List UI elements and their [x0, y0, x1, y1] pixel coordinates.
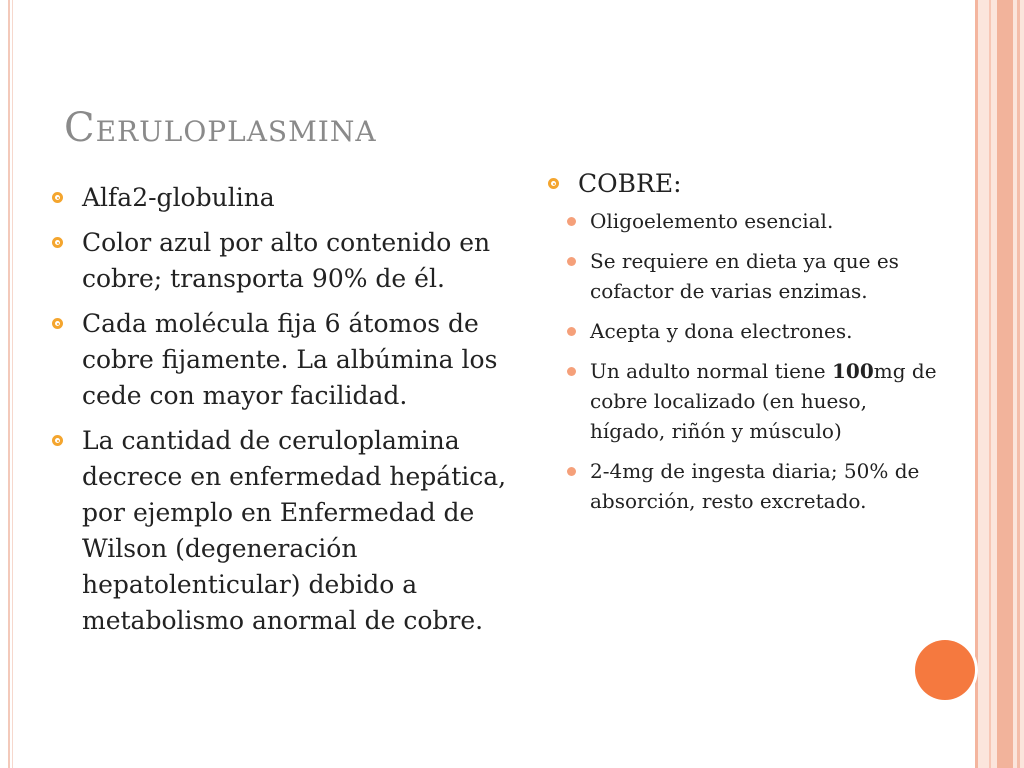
section-heading: COBRE:: [578, 169, 682, 198]
list-item: [52, 423, 552, 639]
sub-bullet-text-prefix: Un adulto normal tiene: [590, 359, 833, 383]
sub-bullet-text-bold: 100: [832, 359, 874, 383]
bullet-icon: [52, 192, 63, 203]
sub-list-item: [548, 246, 948, 306]
list-item: [52, 225, 552, 297]
list-item: [52, 306, 552, 414]
slide-title: Ceruloplasmina: [64, 105, 377, 151]
bullet-text: Cada molécula fija 6 átomos de cobre fijamente. La albúmina los cede con mayor facilidad.: [82, 309, 498, 410]
sub-bullet-text: Acepta y dona electrones.: [590, 319, 853, 343]
right-bullet-list: [548, 166, 948, 202]
bullet-icon: [548, 178, 559, 189]
right-decor-line: [975, 0, 978, 768]
bullet-text: La cantidad de ceruloplamina decrece en enfermedad hepática, por ejemplo en Enfermedad de Wilson (degeneración hepatolenticular) debido a metabolismo anormal de cobre.: [82, 426, 507, 635]
left-accent-line-thin: [12, 0, 13, 768]
sub-list-item: [548, 456, 948, 516]
sub-bullet-icon: [567, 217, 576, 226]
sub-bullet-text: 2-4mg de ingesta diaria; 50% de absorción, resto excretado.: [590, 459, 920, 513]
list-item: [52, 180, 552, 216]
right-decor-line: [989, 0, 991, 768]
bullet-icon: [52, 435, 63, 446]
sub-bullet-icon: [567, 327, 576, 336]
sub-bullet-icon: [567, 257, 576, 266]
bullet-icon: [52, 318, 63, 329]
left-accent-line: [8, 0, 10, 768]
sub-list-item: [548, 316, 948, 346]
right-column: [548, 166, 948, 526]
sub-list-item: [548, 206, 948, 236]
list-item: [548, 166, 948, 202]
decorative-circle-icon: [915, 640, 975, 700]
left-bullet-list: [52, 180, 552, 639]
bullet-text: Alfa2-globulina: [82, 183, 275, 212]
bullet-text: Color azul por alto contenido en cobre; transporta 90% de él.: [82, 228, 491, 293]
sub-bullet-text: Oligoelemento esencial.: [590, 209, 834, 233]
sub-bullet-text-suffix: mg de cobre localizado (en hueso, hígado, riñón y músculo): [590, 359, 937, 443]
right-decor-line: [1017, 0, 1020, 768]
bullet-icon: [52, 237, 63, 248]
sub-bullet-text: Se requiere en dieta ya que es cofactor de varias enzimas.: [590, 249, 899, 303]
left-column: [52, 180, 552, 648]
sub-bullet-icon: [567, 367, 576, 376]
right-decor-band-dark: [997, 0, 1013, 768]
sub-list-item: [548, 356, 948, 446]
sub-bullet-list: [548, 206, 948, 516]
sub-bullet-icon: [567, 467, 576, 476]
